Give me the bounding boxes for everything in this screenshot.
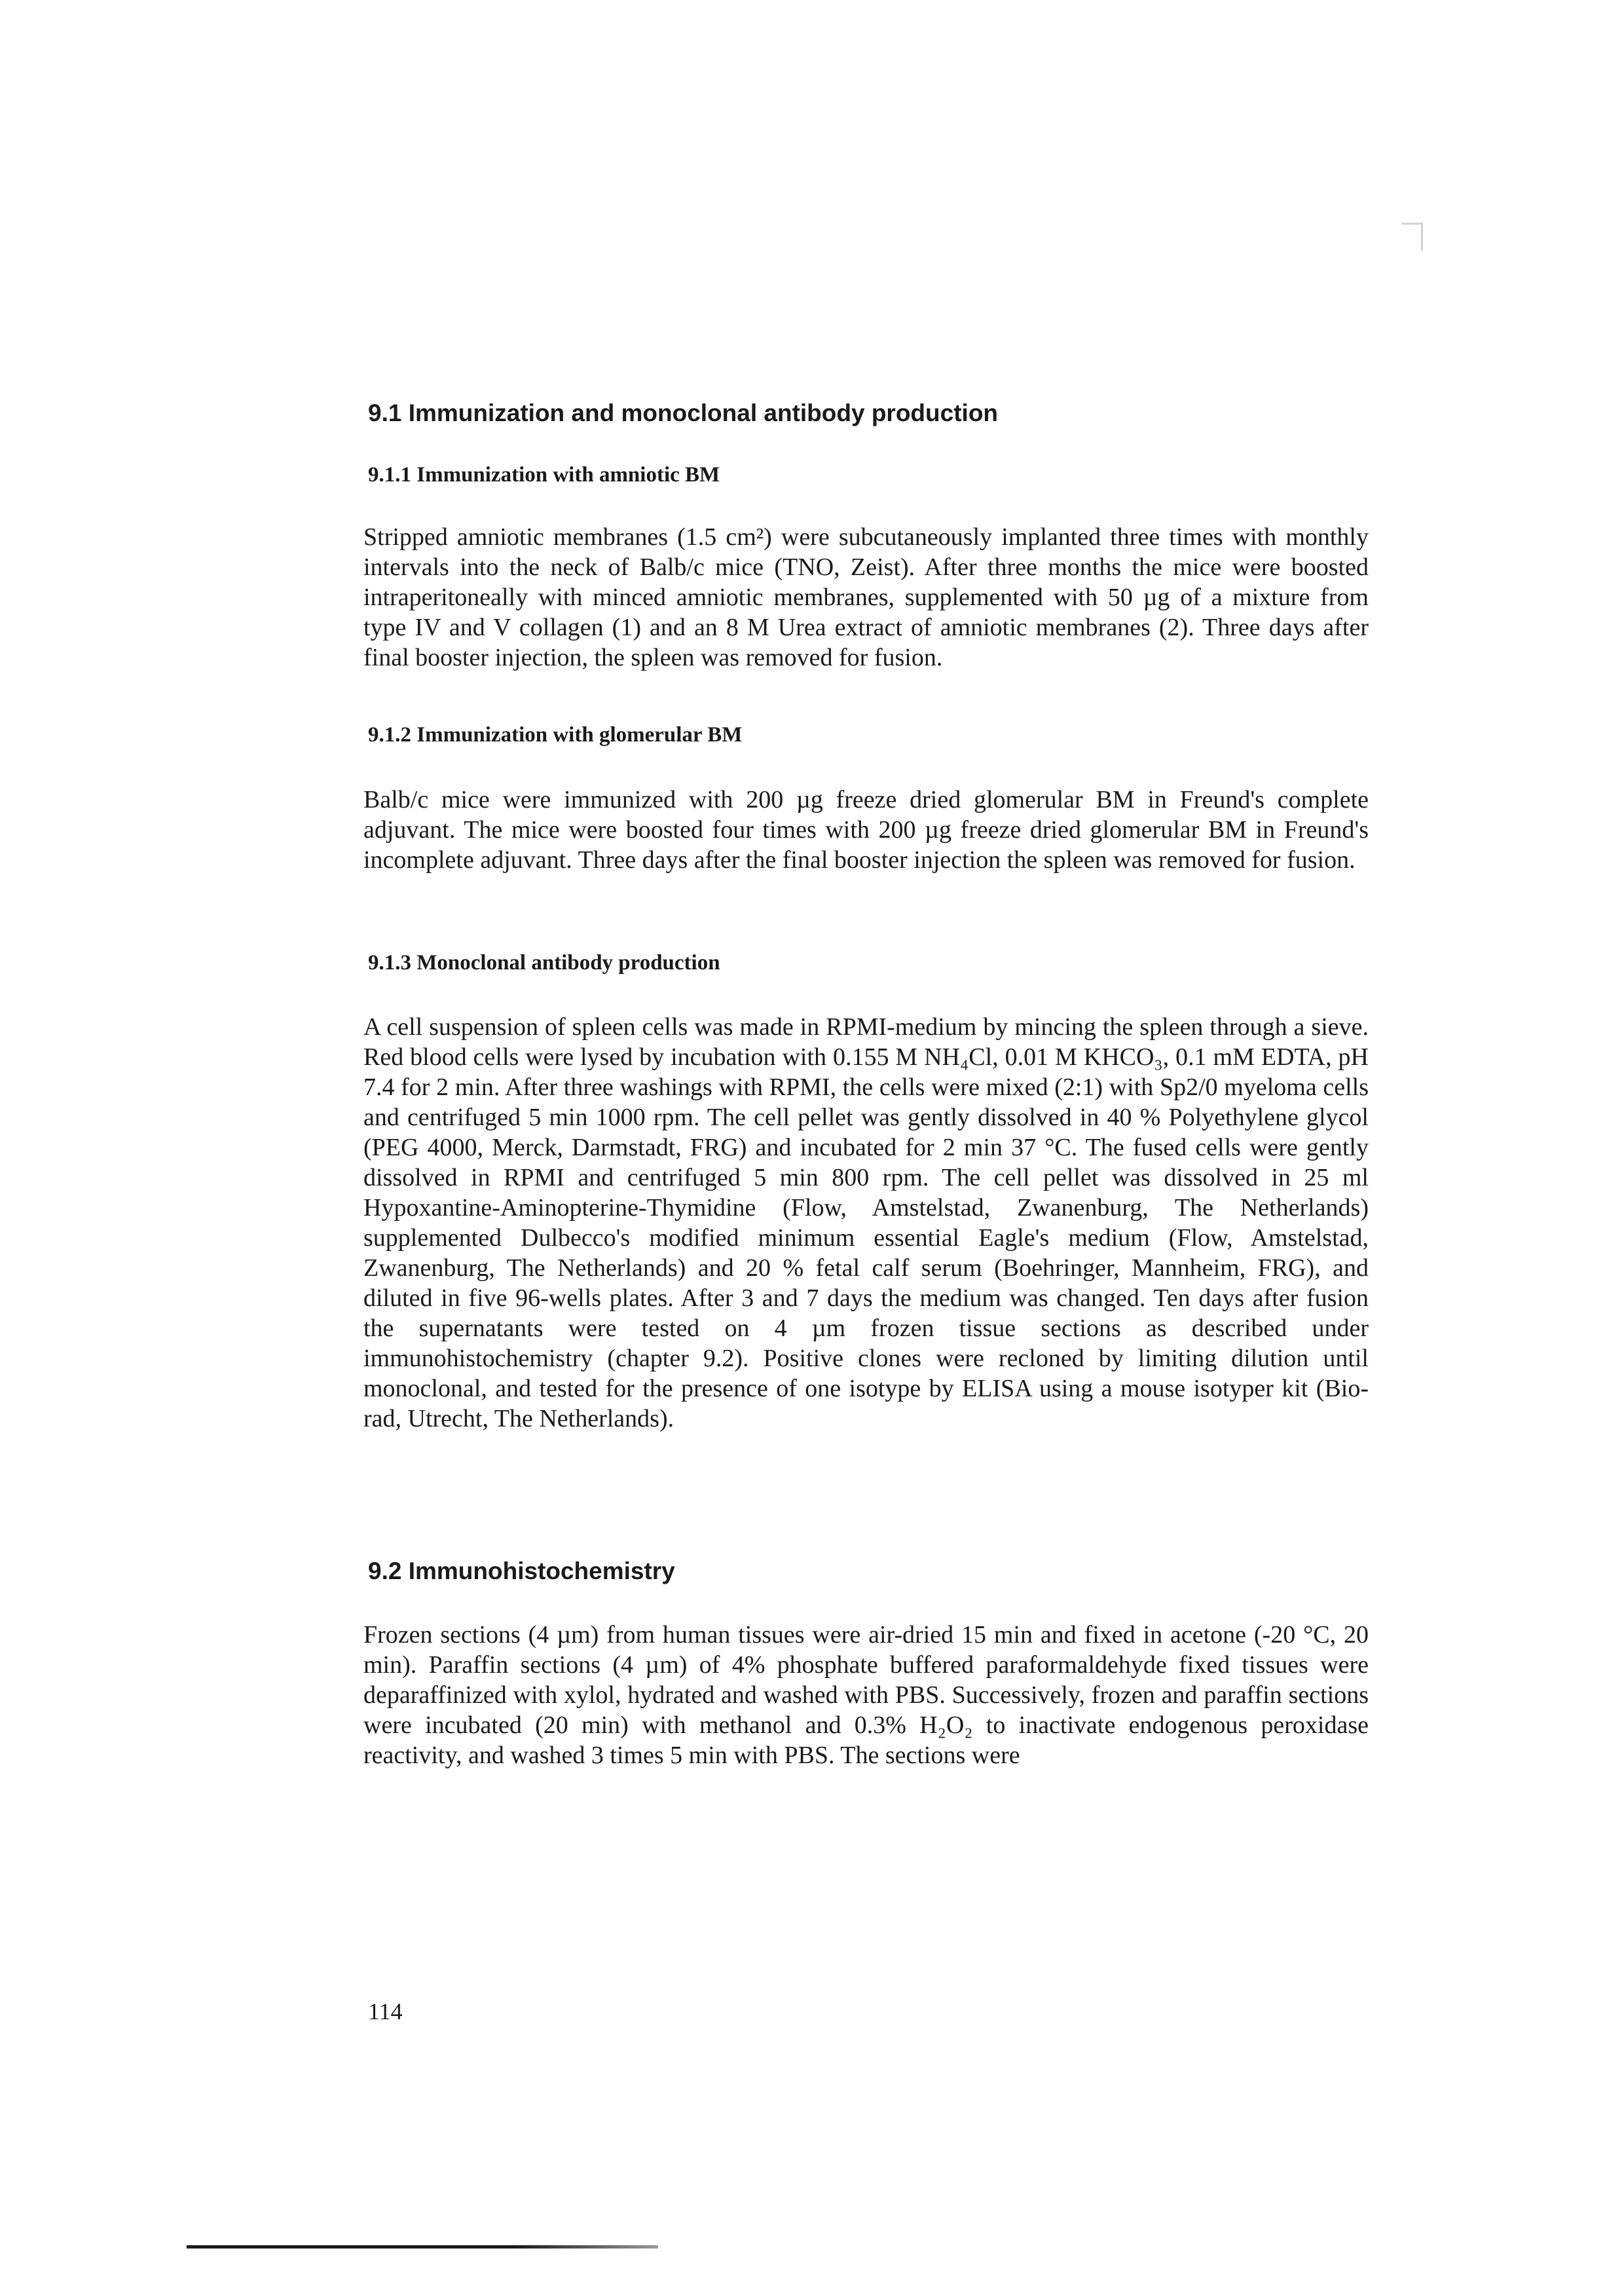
section-title-9-1: 9.1 Immunization and monoclonal antibody production	[368, 400, 999, 426]
paragraph-immunohistochemistry: Frozen sections (4 µm) from human tissues were air-dried 15 min and fixed in acetone (-20 °C, 20 min). Paraffin sections (4 µm) of 4% phosphate buffered paraformaldehyde fixed tissues were deparaffinized with xylol, hydrated and washed with PBS. Successively, frozen and paraffin sections were incubated (20 min) with methanol and 0.3% H₂O₂ to inactivate endogenous peroxidase reactivity, and washed 3 times 5 min with PBS. The sections were	[363, 1621, 1369, 1769]
page-number: 114	[368, 1998, 403, 2024]
subsection-title-9-1-1: 9.1.1 Immunization with amniotic BM	[368, 463, 720, 487]
paragraph-monoclonal-production: A cell suspension of spleen cells was made in RPMI-medium by mincing the spleen through a sieve. Red blood cells were lysed by incubation with 0.155 M NH₄Cl, 0.01 M KHCO₃, 0.1 mM EDTA, pH 7.4 for 2 min. After three washings with RPMI, the cells were mixed (2:1) with Sp2/0 myeloma cells and centrifuged 5 min 1000 rpm. The cell pellet was gently dissolved in 40 % Polyethylene glycol (PEG 4000, Merck, Darmstadt, FRG) and incubated for 2 min 37 °C. The fused cells were gently dissolved in RPMI and centrifuged 5 min 800 rpm. The cell pellet was dissolved in 25 ml Hypoxantine-Aminopterine-Thymidine (Flow, Amstelstad, Zwanenburg, The Netherlands) supplemented Dulbecco's modified minimum essential Eagle's medium (Flow, Amstelstad, Zwanenburg, The Netherlands) and 20 % fetal calf serum (Boehringer, Mannheim, FRG), and diluted in five 96-wells plates. After 3 and 7 days the medium was changed. Ten days after fusion the supernatants were tested on 4 µm frozen tissue sections as described under immunohistochemistry (chapter 9.2). Positive clones were recloned by limiting dilution until monoclonal, and tested for the presence of one isotype by ELISA using a mouse isotyper kit (Bio-rad, Utrecht, The Netherlands).	[363, 1013, 1369, 1432]
subsection-title-9-1-3: 9.1.3 Monoclonal antibody production	[368, 951, 720, 975]
paragraph-amniotic-bm: Stripped amniotic membranes (1.5 cm²) were subcutaneously implanted three times with monthly intervals into the neck of Balb/c mice (TNO, Zeist). After three months the mice were boosted intraperitoneally with minced amniotic membranes, supplemented with 50 µg of a mixture from type IV and V collagen (1) and an 8 M Urea extract of amniotic membranes (2). Three days after final booster injection, the spleen was removed for fusion.	[363, 523, 1369, 671]
subsection-title-9-1-2: 9.1.2 Immunization with glomerular BM	[368, 723, 743, 747]
section-title-9-2: 9.2 Immunohistochemistry	[368, 1558, 675, 1584]
footer-rule	[187, 2245, 658, 2248]
paragraph-glomerular-bm: Balb/c mice were immunized with 200 µg freeze dried glomerular BM in Freund's complete adjuvant. The mice were boosted four times with 200 µg freeze dried glomerular BM in Freund's incomplete adjuvant. Three days after the final booster injection the spleen was removed for fusion.	[363, 786, 1369, 874]
scan-corner-mark	[1401, 223, 1423, 251]
